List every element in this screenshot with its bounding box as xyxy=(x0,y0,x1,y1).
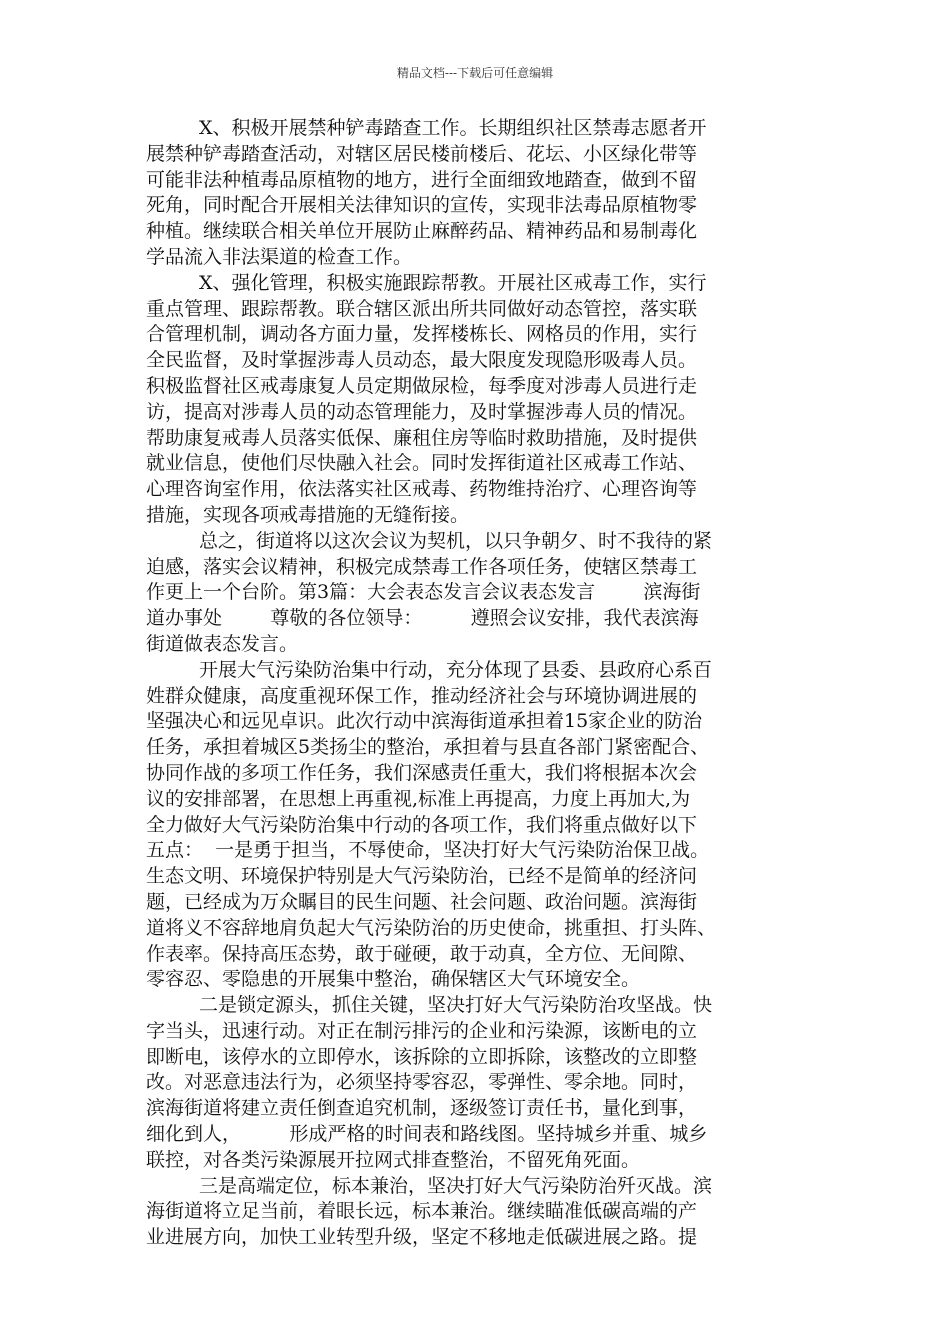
text-line: 访，提高对涉毒人员的动态管理能力，及时掌握涉毒人员的情况。 xyxy=(146,400,698,423)
text-line: 合管理机制，调动各方面力量，发挥楼栋长、网格员的作用，实行 xyxy=(146,323,698,346)
text-line: 任务，承担着城区5类扬尘的整治，承担着与县直各部门紧密配合、 xyxy=(146,736,710,759)
text-line: 生态文明、环境保护特别是大气污染防治，已经不是简单的经济问 xyxy=(146,865,698,888)
text-line: 五点： 一是勇于担当，不辱使命，坚决打好大气污染防治保卫战。 xyxy=(146,839,710,862)
text-line: 积极监督社区戒毒康复人员定期做尿检，每季度对涉毒人员进行走 xyxy=(146,374,698,397)
text-line: 心理咨询室作用，依法落实社区戒毒、药物维持治疗、心理咨询等 xyxy=(146,478,698,501)
text-line: 协同作战的多项工作任务，我们深感责任重大，我们将根据本次会 xyxy=(146,761,698,784)
text-line: 就业信息，使他们尽快融入社会。同时发挥街道社区戒毒工作站、 xyxy=(146,452,698,475)
text-line: 重点管理、跟踪帮教。联合辖区派出所共同做好动态管控，落实联 xyxy=(146,297,698,320)
text-line: 细化到人， 形成严格的时间表和路线图。坚持城乡并重、城乡 xyxy=(146,1123,708,1146)
text-line: 帮助康复戒毒人员落实低保、廉租住房等临时救助措施，及时提供 xyxy=(146,426,698,449)
text-line: 业进展方向，加快工业转型升级，坚定不移地走低碳进展之路。提 xyxy=(146,1226,698,1249)
text-line: 题，已经成为万众瞩目的民生问题、社会问题、政治问题。滨海街 xyxy=(146,890,698,913)
paragraph-first-line: 二是锁定源头，抓住关键，坚决打好大气污染防治攻坚战。快 xyxy=(199,994,713,1017)
paragraph-first-line: X、强化管理，积极实施跟踪帮教。开展社区戒毒工作，实行 xyxy=(199,271,707,294)
text-line: 措施，实现各项戒毒措施的无缝衔接。 xyxy=(146,503,470,526)
text-line: 滨海街道将建立责任倒查追究机制，逐级签订责任书，量化到事， xyxy=(146,1097,698,1120)
text-line: 零容忍、零隐患的开展集中整治，确保辖区大气环境安全。 xyxy=(146,968,641,991)
text-line: 作更上一个台阶。第3篇：大会表态发言会议表态发言 滨海街 xyxy=(146,581,701,604)
text-line: 道办事处 尊敬的各位领导： 遵照会议安排，我代表滨海 xyxy=(146,607,699,630)
text-line: 全力做好大气污染防治集中行动的各项工作，我们将重点做好以下 xyxy=(146,813,698,836)
document-body xyxy=(146,116,826,1251)
text-line: 即断电，该停水的立即停水，该拆除的立即拆除，该整改的立即整 xyxy=(146,1045,698,1068)
text-line: 改。对恶意违法行为，必须坚持零容忍，零弹性、零余地。同时， xyxy=(146,1071,698,1094)
text-line: 全民监督，及时掌握涉毒人员动态，最大限度发现隐形吸毒人员。 xyxy=(146,349,698,372)
text-line: 联控，对各类污染源展开拉网式排查整治，不留死角死面。 xyxy=(146,1148,641,1171)
text-line: 迫感，落实会议精神，积极完成禁毒工作各项任务，使辖区禁毒工 xyxy=(146,555,698,578)
text-line: 道将义不容辞地肩负起大气污染防治的历史使命，挑重担、打头阵、 xyxy=(146,916,717,939)
paragraph-first-line: 开展大气污染防治集中行动，充分体现了县委、县政府心系百 xyxy=(199,658,713,681)
text-line: 街道做表态发言。 xyxy=(146,632,299,655)
paragraph-first-line: X、积极开展禁种铲毒踏查工作。长期组织社区禁毒志愿者开 xyxy=(199,117,707,139)
text-line: 字当头，迅速行动。对正在制污排污的企业和污染源，该断电的立 xyxy=(146,1019,698,1042)
text-line: 展禁种铲毒踏查活动，对辖区居民楼前楼后、花坛、小区绿化带等 xyxy=(146,142,698,165)
text-line: 可能非法种植毒品原植物的地方，进行全面细致地踏查，做到不留 xyxy=(146,168,698,191)
text-line: 坚强决心和远见卓识。此次行动中滨海街道承担着15家企业的防治 xyxy=(146,710,703,733)
paragraph-first-line: 三是高端定位，标本兼治，坚决打好大气污染防治歼灭战。滨 xyxy=(199,1174,713,1197)
paragraph-first-line: 总之，街道将以这次会议为契机，以只争朝夕、时不我待的紧 xyxy=(199,529,713,552)
text-line: 议的安排部署，在思想上再重视,标准上再提高，力度上再加大,为 xyxy=(146,787,691,810)
text-line: 学品流入非法渠道的检查工作。 xyxy=(146,245,413,268)
text-line: 作表率。保持高压态势，敢于碰硬，敢于动真，全方位、无间隙、 xyxy=(146,942,698,965)
text-line: 姓群众健康，高度重视环保工作，推动经济社会与环境协调进展的 xyxy=(146,684,698,707)
text-line: 种植。继续联合相关单位开展防止麻醉药品、精神药品和易制毒化 xyxy=(146,220,698,243)
text-line: 死角，同时配合开展相关法律知识的宣传，实现非法毒品原植物零 xyxy=(146,194,698,217)
text-line: 海街道将立足当前，着眼长远，标本兼治。继续瞄准低碳高端的产 xyxy=(146,1200,698,1223)
page-header: 精品文档---下载后可任意编辑 xyxy=(396,66,554,80)
